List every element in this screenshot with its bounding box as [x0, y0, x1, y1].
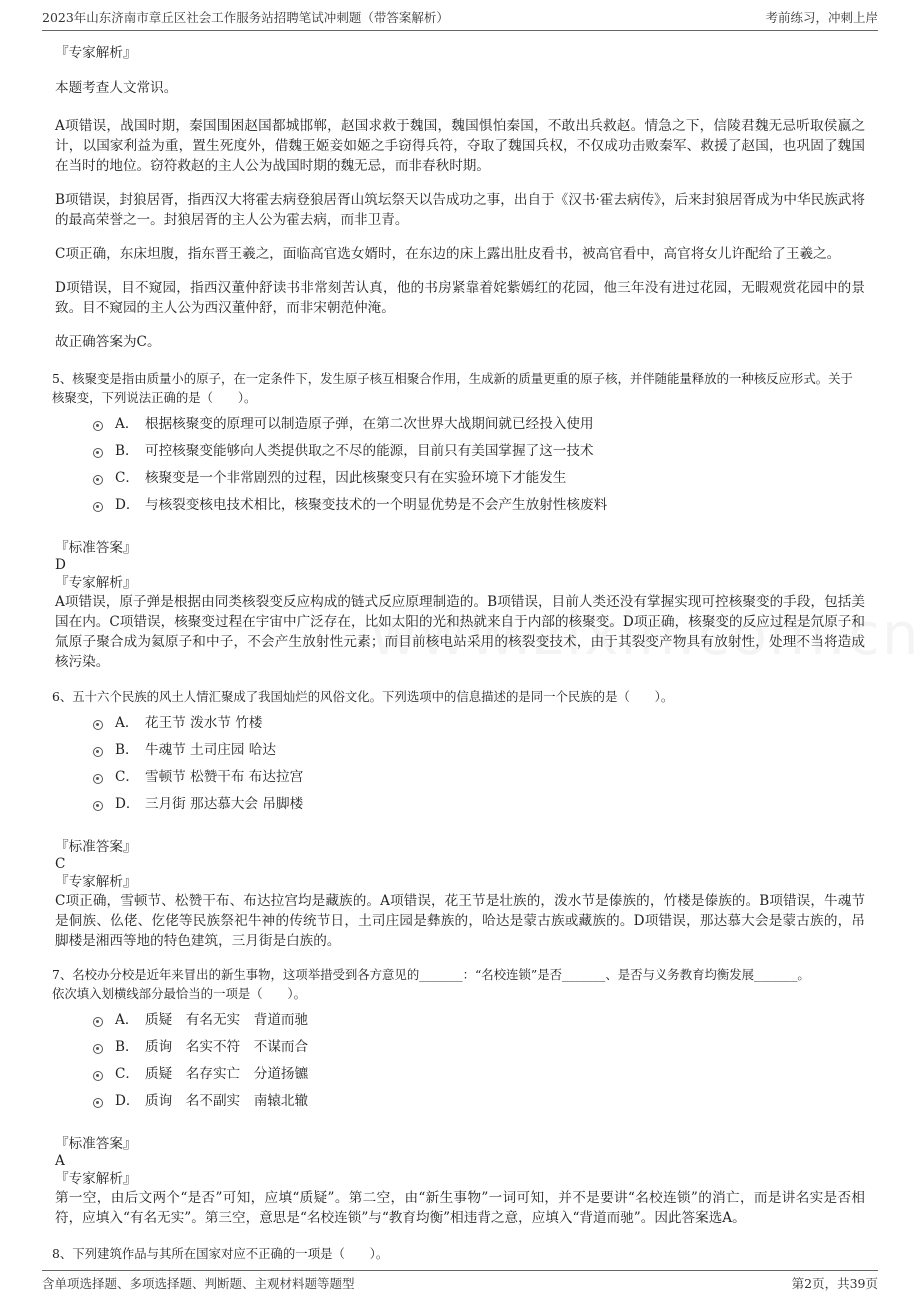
q7-option-a[interactable]	[55, 1007, 865, 1034]
radio-icon[interactable]	[93, 448, 103, 458]
q5-expert-label: 『专家解析』	[55, 575, 137, 591]
q6-option-c[interactable]	[55, 764, 865, 791]
q6-answer: C	[55, 856, 66, 872]
q4-analysis-d: D项错误，目不窥园，指西汉董仲舒读书非常刻苦认真，他的书房紧靠着姹紫嫣红的花园，他三年没有进过花园，无暇观赏花园中的景致。目不窥园的主人公为西汉董仲舒，而非宋朝范仲淹。	[55, 280, 865, 316]
option-letter: D．	[115, 796, 140, 812]
option-text: 花王节 泼水节 竹楼	[145, 715, 263, 731]
q5-options	[55, 411, 865, 519]
q7-answer: A	[55, 1153, 65, 1169]
q5-option-a[interactable]	[55, 411, 865, 438]
option-text: 与核裂变核电技术相比，核聚变技术的一个明显优势是不会产生放射性核废料	[145, 497, 608, 513]
q7-options	[55, 1007, 865, 1115]
q5-analysis: A项错误，原子弹是根据由同类核裂变反应构成的链式反应原理制造的。B项错误，目前人类还没有掌握实现可控核聚变的手段，包括美国在内。C项错误，核聚变过程在宇宙中广泛存在，比如太阳的光和热就来自于内部的核聚变。D项正确，核聚变的反应过程是氘原子和氚原子聚合成为氦原子和中子，不会产生放射性元素；而目前核电站采用的核裂变技术，由于其裂变产物具有放射性，处理不当将造成核污染。	[55, 594, 865, 670]
page-content	[52, 44, 865, 1263]
header-divider	[42, 30, 878, 31]
radio-icon[interactable]	[93, 1044, 103, 1054]
option-text: 可控核聚变能够向人类提供取之不尽的能源，目前只有美国掌握了这一技术	[145, 443, 594, 459]
q5-question: 5、核聚变是指由质量小的原子，在一定条件下，发生原子核互相聚合作用，生成新的质量更重的原子核，并伴随能量释放的一种核反应形式。关于核聚变，下列说法正确的是（ ）。	[52, 371, 853, 405]
option-text: 三月街 那达慕大会 吊脚楼	[145, 796, 304, 812]
radio-icon[interactable]	[93, 1017, 103, 1027]
q5-standard-answer-label: 『标准答案』	[55, 540, 137, 556]
q6-standard-answer-label: 『标准答案』	[55, 839, 137, 855]
radio-icon[interactable]	[93, 801, 103, 811]
option-letter: A．	[115, 1012, 139, 1028]
option-letter: B．	[115, 742, 139, 758]
radio-icon[interactable]	[93, 502, 103, 512]
option-letter: C．	[115, 1066, 139, 1082]
q5-answer: D	[55, 557, 66, 573]
header-slogan: 考前练习，冲刺上岸	[765, 10, 878, 25]
q4-analysis-c: C项正确，东床坦腹，指东晋王羲之，面临高官选女婿时，在东边的床上露出肚皮看书，被高官看中，高官将女儿许配给了王羲之。	[55, 246, 841, 262]
radio-icon[interactable]	[93, 1071, 103, 1081]
footer-divider	[42, 1270, 878, 1271]
radio-icon[interactable]	[93, 421, 103, 431]
option-letter: D．	[115, 1093, 140, 1109]
q4-analysis-a: A项错误，战国时期，秦国围困赵国都城邯郸，赵国求救于魏国，魏国惧怕秦国，不敢出兵救赵。情急之下，信陵君魏无忌听取侯嬴之计，以国家利益为重，置生死度外，借魏王姬妾如姬之手窃得兵符，夺取了魏国兵权，不仅成功击败秦军、救援了赵国，也巩固了魏国在当时的地位。窃符救赵的主人公为战国时期的魏无忌，而非春秋时期。	[55, 118, 865, 174]
option-letter: A．	[115, 715, 139, 731]
q5-option-b[interactable]	[55, 438, 865, 465]
document-title: 2023年山东济南市章丘区社会工作服务站招聘笔试冲刺题（带答案解析）	[42, 10, 449, 25]
q6-option-d[interactable]	[55, 791, 865, 818]
q7-instruction: 依次填入划横线部分最恰当的一项是（ ）。	[52, 986, 307, 1001]
q4-conclusion: 故正确答案为C。	[55, 334, 161, 350]
option-letter: C．	[115, 769, 139, 785]
option-letter: A．	[115, 416, 139, 432]
radio-icon[interactable]	[93, 720, 103, 730]
radio-icon[interactable]	[93, 747, 103, 757]
radio-icon[interactable]	[93, 774, 103, 784]
q7-question: 7、名校办分校是近年来冒出的新生事物，这项举措受到各方意见的_______：“名校连锁”是否_______、是否与义务教育均衡发展_______。	[52, 967, 810, 982]
q7-option-c[interactable]	[55, 1061, 865, 1088]
option-text: 核聚变是一个非常剧烈的过程，因此核聚变只有在实验环境下才能发生	[145, 470, 567, 486]
q4-analysis-b: B项错误，封狼居胥，指西汉大将霍去病登狼居胥山筑坛祭天以告成功之事，出自于《汉书·霍去病传》，后来封狼居胥成为中华民族武将的最高荣誉之一。封狼居胥的主人公为霍去病，而非卫青。	[55, 192, 865, 228]
q5-option-d[interactable]	[55, 492, 865, 519]
option-text: 根据核聚变的原理可以制造原子弹，在第二次世界大战期间就已经投入使用	[145, 416, 594, 432]
q8-question: 8、下列建筑作品与其所在国家对应不正确的一项是（ ）。	[52, 1246, 389, 1261]
option-letter: B．	[115, 443, 139, 459]
option-text: 牛魂节 土司庄园 哈达	[145, 742, 276, 758]
option-text: 雪顿节 松赞干布 布达拉宫	[145, 769, 304, 785]
page-number: 第2页，共39页	[791, 1276, 878, 1291]
footer-question-types: 含单项选择题、多项选择题、判断题、主观材料题等题型	[42, 1276, 355, 1291]
q6-option-b[interactable]	[55, 737, 865, 764]
q4-expert-label: 『专家解析』	[55, 45, 137, 61]
radio-icon[interactable]	[93, 475, 103, 485]
q4-intro: 本题考查人文常识。	[55, 80, 178, 96]
q7-analysis: 第一空，由后文两个“是否”可知，应填“质疑”。第二空，由“新生事物”一词可知，并不是要讲“名校连锁”的消亡，而是讲名实是否相符，应填入“有名无实”。第三空，意思是“名校连锁”与“教育均衡”相违背之意，应填入“背道而驰”。因此答案选A。	[55, 1190, 865, 1226]
q7-standard-answer-label: 『标准答案』	[55, 1136, 137, 1152]
q7-option-d[interactable]	[55, 1088, 865, 1115]
option-text: 质疑 有名无实 背道而驰	[145, 1012, 309, 1028]
option-letter: C．	[115, 470, 139, 486]
option-text: 质询 名不副实 南辕北辙	[145, 1093, 309, 1109]
option-letter: D．	[115, 497, 140, 513]
q7-expert-label: 『专家解析』	[55, 1171, 137, 1187]
option-text: 质询 名实不符 不谋而合	[145, 1039, 309, 1055]
q6-analysis: C项正确，雪顿节、松赞干布、布达拉宫均是藏族的。A项错误，花王节是壮族的，泼水节是傣族的，竹楼是傣族的。B项错误，牛魂节是侗族、仫佬、仡佬等民族祭祀牛神的传统节日，土司庄园是彝族的，哈达是蒙古族或藏族的。D项错误，那达慕大会是蒙古族的，吊脚楼是湘西等地的特色建筑，三月街是白族的。	[55, 893, 865, 949]
q6-option-a[interactable]	[55, 710, 865, 737]
q6-expert-label: 『专家解析』	[55, 874, 137, 890]
option-text: 质疑 名存实亡 分道扬镳	[145, 1066, 309, 1082]
q5-option-c[interactable]	[55, 465, 865, 492]
q7-option-b[interactable]	[55, 1034, 865, 1061]
radio-icon[interactable]	[93, 1098, 103, 1108]
q6-options	[55, 710, 865, 818]
option-letter: B．	[115, 1039, 139, 1055]
q6-question: 6、五十六个民族的风土人情汇聚成了我国灿烂的风俗文化。下列选项中的信息描述的是同一个民族的是（ ）。	[52, 689, 674, 704]
